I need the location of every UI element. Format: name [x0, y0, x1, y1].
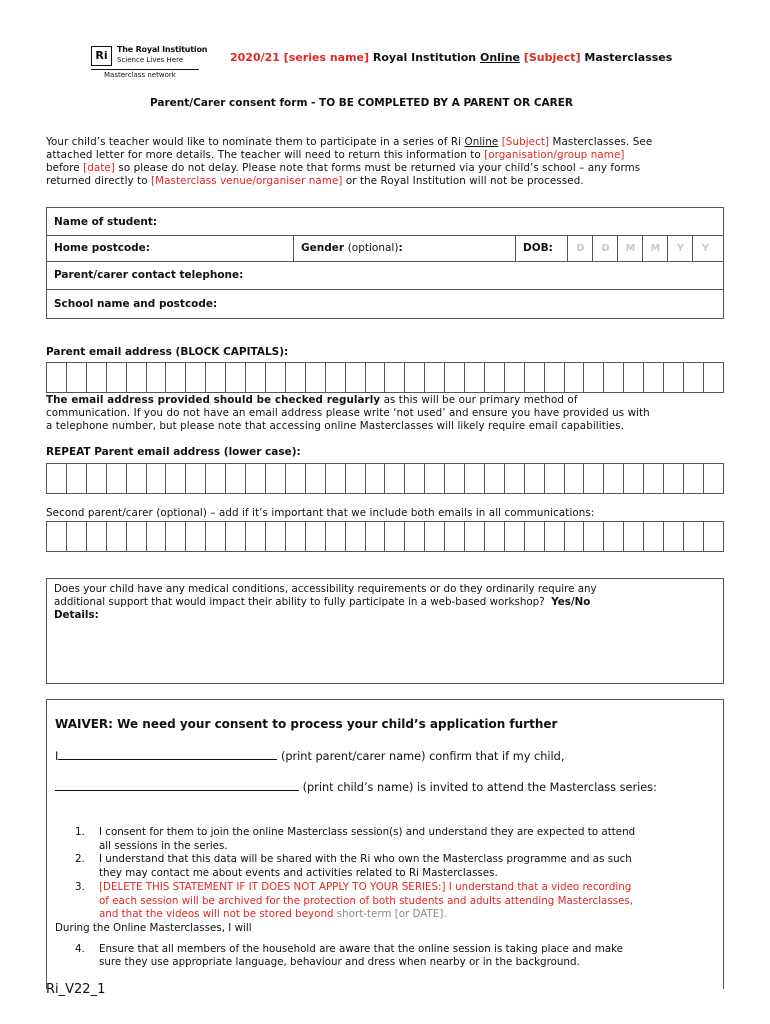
- waiver-item: [55, 853, 715, 880]
- waiver-text: (print parent/carer name) confirm that if my child,: [280, 750, 565, 763]
- parent-phone-label: Parent/carer contact telephone:: [54, 269, 244, 281]
- item-text: [DELETE THIS STATEMENT IF IT DOES NOT APPLY TO YOUR SERIES:] I understand that a video recording: [99, 880, 632, 893]
- repeat-email-grid[interactable]: [46, 463, 724, 494]
- intro-paragraph: [46, 136, 726, 188]
- child-name-blank[interactable]: [55, 779, 299, 791]
- ri-logo-mark: Ri: [91, 46, 112, 66]
- dob-day-1[interactable]: D: [567, 235, 593, 261]
- header-masterclasses: Masterclasses: [584, 51, 673, 64]
- waiver-item: [55, 943, 715, 970]
- second-email-label: Second parent/carer (optional) – add if it’s important that we include both emails in all communications:: [46, 507, 595, 519]
- waiver-list: [55, 826, 715, 970]
- intro-venue: [Masterclass venue/organiser name]: [151, 175, 343, 187]
- waiver-section: [46, 699, 724, 989]
- item-text: Ensure that all members of the household are aware that the online session is taking place and make: [99, 942, 623, 955]
- item-text: I consent for them to join the online Masterclass session(s) and understand they are expected to attend: [99, 826, 636, 838]
- gender-optional: (optional): [347, 242, 399, 254]
- medical-question: Does your child have any medical conditions, accessibility requirements or do they ordinarily require any: [54, 583, 597, 595]
- item-text: and that the videos will not be stored beyond: [99, 908, 334, 921]
- item-number: 2.: [75, 853, 85, 866]
- parent-email-grid[interactable]: [46, 362, 724, 393]
- item-text: I understand that this data will be shared with the Ri who own the Masterclass programme and as such: [99, 853, 632, 866]
- child-name-line: [55, 779, 657, 794]
- intro-text: attached letter for more details. The teacher will need to return this information to: [46, 149, 481, 161]
- item-text: they may contact me about events and activities related to Ri Masterclasses.: [99, 867, 498, 880]
- dob-month-1[interactable]: M: [617, 235, 643, 261]
- intro-text: before: [46, 162, 80, 174]
- waiver-item: [55, 881, 715, 922]
- medical-question: additional support that would impact their ability to fully participate in a web-based workshop?: [54, 596, 545, 608]
- item-number: 1.: [75, 826, 85, 838]
- waiver-title: WAIVER: We need your consent to process your child’s application further: [55, 717, 558, 731]
- item-text-grey: short-term [or DATE].: [336, 908, 447, 921]
- postcode-row: [47, 235, 723, 262]
- school-name-label: School name and postcode:: [54, 298, 218, 310]
- waiver-text: (print child’s name) is invited to attend the Masterclass series:: [302, 781, 657, 794]
- form-title: Parent/Carer consent form - TO BE COMPLETED BY A PARENT OR CARER: [150, 97, 574, 109]
- page-header: [230, 51, 672, 64]
- dob-year-1[interactable]: Y: [667, 235, 693, 261]
- logo-divider: [91, 69, 199, 70]
- during-text: During the Online Masterclasses, I will: [55, 921, 252, 934]
- email-note-text: a telephone number, but please note that accessing online Masterclasses will likely require email capabilities.: [46, 420, 625, 432]
- home-postcode-label: Home postcode:: [54, 242, 150, 254]
- medical-conditions-box[interactable]: [46, 578, 724, 684]
- email-note-bold: The email address provided should be checked regularly: [46, 394, 381, 406]
- item-text: all sessions in the series.: [99, 839, 228, 852]
- waiver-item: [55, 826, 715, 853]
- parent-name-line: [55, 748, 564, 763]
- parent-name-blank[interactable]: [58, 748, 277, 760]
- details-label: Details:: [54, 609, 99, 621]
- email-note-text: communication. If you do not have an email address please write ‘not used’ and ensure you have provided us with: [46, 407, 650, 419]
- series-name: 2020/21 [series name]: [230, 51, 370, 64]
- intro-text: returned directly to: [46, 175, 148, 187]
- intro-date: [date]: [83, 162, 115, 174]
- intro-text: or the Royal Institution will not be processed.: [345, 175, 584, 187]
- item-text: sure they use appropriate language, behaviour and dress when nearby or in the background.: [99, 956, 580, 969]
- dob-day-2[interactable]: D: [592, 235, 618, 261]
- student-name-label: Name of student:: [54, 215, 158, 228]
- repeat-email-label: REPEAT Parent email address (lower case):: [46, 446, 301, 458]
- school-row[interactable]: [47, 289, 723, 319]
- intro-online: Online: [464, 136, 499, 148]
- dob-label: DOB:: [523, 242, 553, 254]
- header-online: Online: [479, 51, 520, 64]
- dob-month-2[interactable]: M: [642, 235, 668, 261]
- item-number: 4.: [75, 942, 85, 955]
- home-postcode-field[interactable]: [47, 235, 299, 261]
- student-name-row[interactable]: [47, 208, 723, 236]
- second-email-grid[interactable]: [46, 521, 724, 552]
- dob-year-2[interactable]: Y: [692, 235, 718, 261]
- header-ri: Royal Institution: [372, 51, 477, 64]
- document-version: Ri_V22_1: [46, 982, 106, 997]
- email-note-text: as this will be our primary method of: [383, 394, 578, 406]
- gender-label: Gender: [301, 242, 345, 254]
- parent-email-label: Parent email address (BLOCK CAPITALS):: [46, 346, 289, 358]
- intro-text: Your child’s teacher would like to nominate them to participate in a series of Ri: [46, 136, 462, 148]
- header-subject: [Subject]: [523, 51, 581, 64]
- student-details-table: [46, 207, 724, 319]
- waiver-i: I: [55, 750, 59, 763]
- item-text: of each session will be archived for the protection of both students and adults attending Masterclasses,: [99, 894, 634, 907]
- intro-organisation: [organisation/group name]: [484, 149, 625, 161]
- gender-field[interactable]: [294, 235, 521, 261]
- intro-text: Masterclasses. See: [552, 136, 653, 148]
- logo-title: The Royal Institution: [117, 45, 208, 54]
- logo-subtitle: Science Lives Here: [117, 56, 184, 64]
- phone-row[interactable]: [47, 261, 723, 290]
- gender-colon: :: [398, 242, 403, 254]
- yes-no-option[interactable]: Yes/No: [551, 596, 591, 608]
- logo-network: Masterclass network: [104, 71, 176, 79]
- intro-text: so please do not delay. Please note that forms must be returned via your child’s school – any forms: [118, 162, 641, 174]
- item-number: 3.: [75, 880, 85, 893]
- email-note: [46, 394, 650, 433]
- intro-subject: [Subject]: [501, 136, 550, 148]
